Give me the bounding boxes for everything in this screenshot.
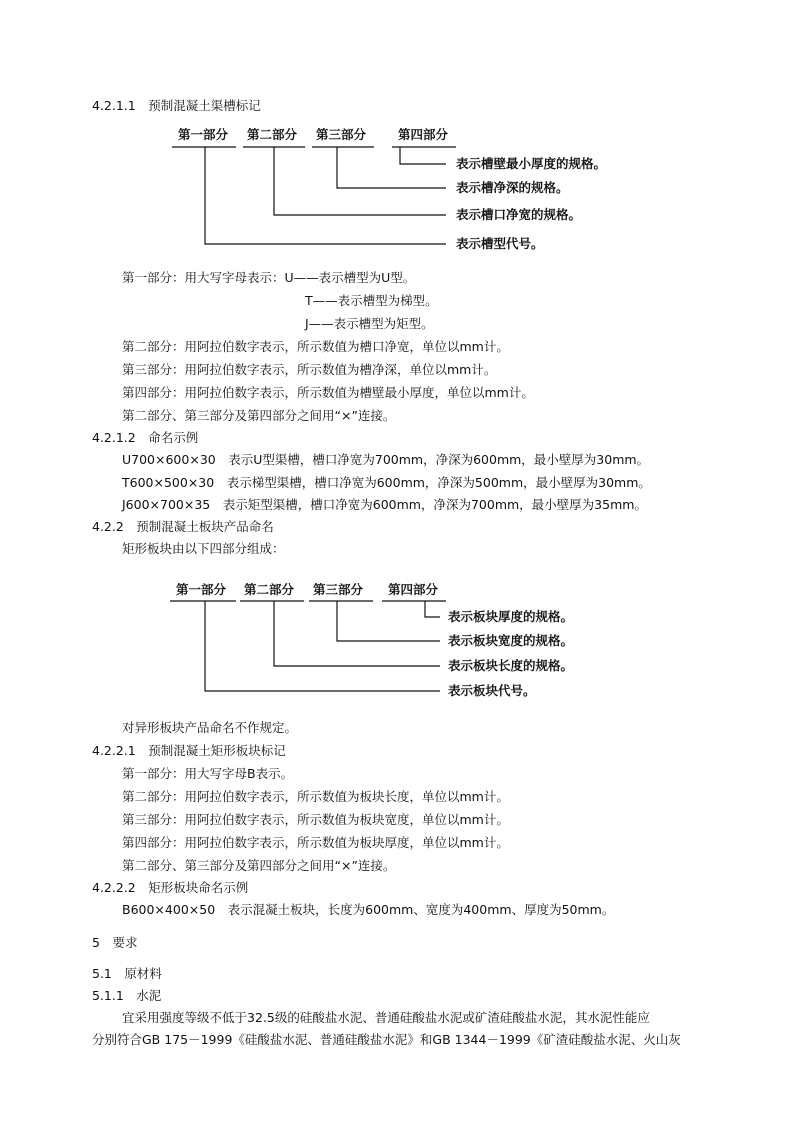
cement-para-line-2: 分别符合GB 175－1999《硅酸盐水泥、普通硅酸盐水泥》和GB 1344－1999《矿渣硅酸盐水泥、火山灰 — [92, 1032, 681, 1047]
channel-part2-line: 第二部分：用阿拉伯数字表示，所示数值为槽口净宽，单位以mm计。 — [122, 339, 509, 354]
channel-part1-t: T——表示槽型为梯型。 — [305, 293, 438, 308]
section-5-title: 5 要求 — [92, 935, 138, 950]
channel-example-u: U700×600×30 表示U型渠槽，槽口净宽为700mm，净深为600mm，最小壁厚为30mm。 — [122, 452, 650, 467]
diagram2-label-4: 表示板块代号。 — [448, 683, 536, 698]
section-4-2-2-1-title: 4.2.2.1 预制混凝土矩形板块标记 — [92, 743, 286, 758]
channel-part1-j: J——表示槽型为矩型。 — [305, 316, 434, 331]
channel-part4-line: 第四部分：用阿拉伯数字表示，所示数值为槽壁最小厚度，单位以mm计。 — [122, 385, 534, 400]
slab-note: 对异形板块产品命名不作规定。 — [122, 720, 298, 735]
slab-part3-line: 第三部分：用阿拉伯数字表示，所示数值为板块宽度，单位以mm计。 — [122, 812, 509, 827]
diagram1-label-1: 表示槽壁最小厚度的规格。 — [456, 156, 607, 171]
section-5-1-title: 5.1 原材料 — [92, 966, 162, 981]
slab-part1-line: 第一部分：用大写字母B表示。 — [122, 766, 294, 781]
diagram2-label-2: 表示板块宽度的规格。 — [448, 633, 574, 648]
section-4-2-1-2-title: 4.2.1.2 命名示例 — [92, 430, 199, 445]
channel-example-j: J600×700×35 表示矩型渠槽，槽口净宽为600mm，净深为700mm，最小壁厚为35mm。 — [122, 497, 647, 512]
diagram1-label-2: 表示槽净深的规格。 — [456, 180, 569, 195]
diagram2-part-3: 第三部分 — [313, 582, 364, 597]
section-5-1-1-title: 5.1.1 水泥 — [92, 988, 162, 1003]
diagram2-part-1: 第一部分 — [176, 582, 227, 597]
section-4-2-1-1-title: 4.2.1.1 预制混凝土渠槽标记 — [92, 98, 261, 113]
channel-part1-line: 第一部分：用大写字母表示：U——表示槽型为U型。 — [122, 270, 416, 285]
diagram1-label-3: 表示槽口净宽的规格。 — [456, 207, 582, 222]
channel-connect-line: 第二部分、第三部分及第四部分之间用“×”连接。 — [122, 408, 396, 423]
marking-diagram-slab — [170, 601, 446, 691]
diagram1-part-1: 第一部分 — [178, 127, 229, 142]
slab-part2-line: 第二部分：用阿拉伯数字表示，所示数值为板块长度，单位以mm计。 — [122, 789, 509, 804]
slab-connect-line: 第二部分、第三部分及第四部分之间用“×”连接。 — [122, 858, 396, 873]
diagram1-part-3: 第三部分 — [316, 127, 367, 142]
slab-intro: 矩形板块由以下四部分组成： — [122, 541, 285, 556]
slab-example: B600×400×50 表示混凝土板块，长度为600mm、宽度为400mm、厚度为50mm。 — [122, 902, 615, 917]
diagram1-part-2: 第二部分 — [247, 127, 298, 142]
channel-part3-line: 第三部分：用阿拉伯数字表示，所示数值为槽净深，单位以mm计。 — [122, 362, 497, 377]
diagram2-label-1: 表示板块厚度的规格。 — [448, 609, 574, 624]
diagram2-part-2: 第二部分 — [244, 582, 295, 597]
diagram1-label-4: 表示槽型代号。 — [456, 236, 544, 251]
cement-para-line-1: 宜采用强度等级不低于32.5级的硅酸盐水泥、普通硅酸盐水泥或矿渣硅酸盐水泥，其水泥性能应 — [122, 1010, 650, 1025]
section-4-2-2-title: 4.2.2 预制混凝土板块产品命名 — [92, 519, 274, 534]
channel-example-t: T600×500×30 表示梯型渠槽，槽口净宽为600mm，净深为500mm，最小壁厚为30mm。 — [122, 475, 651, 490]
diagram1-part-4: 第四部分 — [398, 127, 449, 142]
section-4-2-2-2-title: 4.2.2.2 矩形板块命名示例 — [92, 880, 249, 895]
diagram2-label-3: 表示板块长度的规格。 — [448, 658, 574, 673]
slab-part4-line: 第四部分：用阿拉伯数字表示，所示数值为板块厚度，单位以mm计。 — [122, 835, 509, 850]
diagram2-part-4: 第四部分 — [388, 582, 439, 597]
